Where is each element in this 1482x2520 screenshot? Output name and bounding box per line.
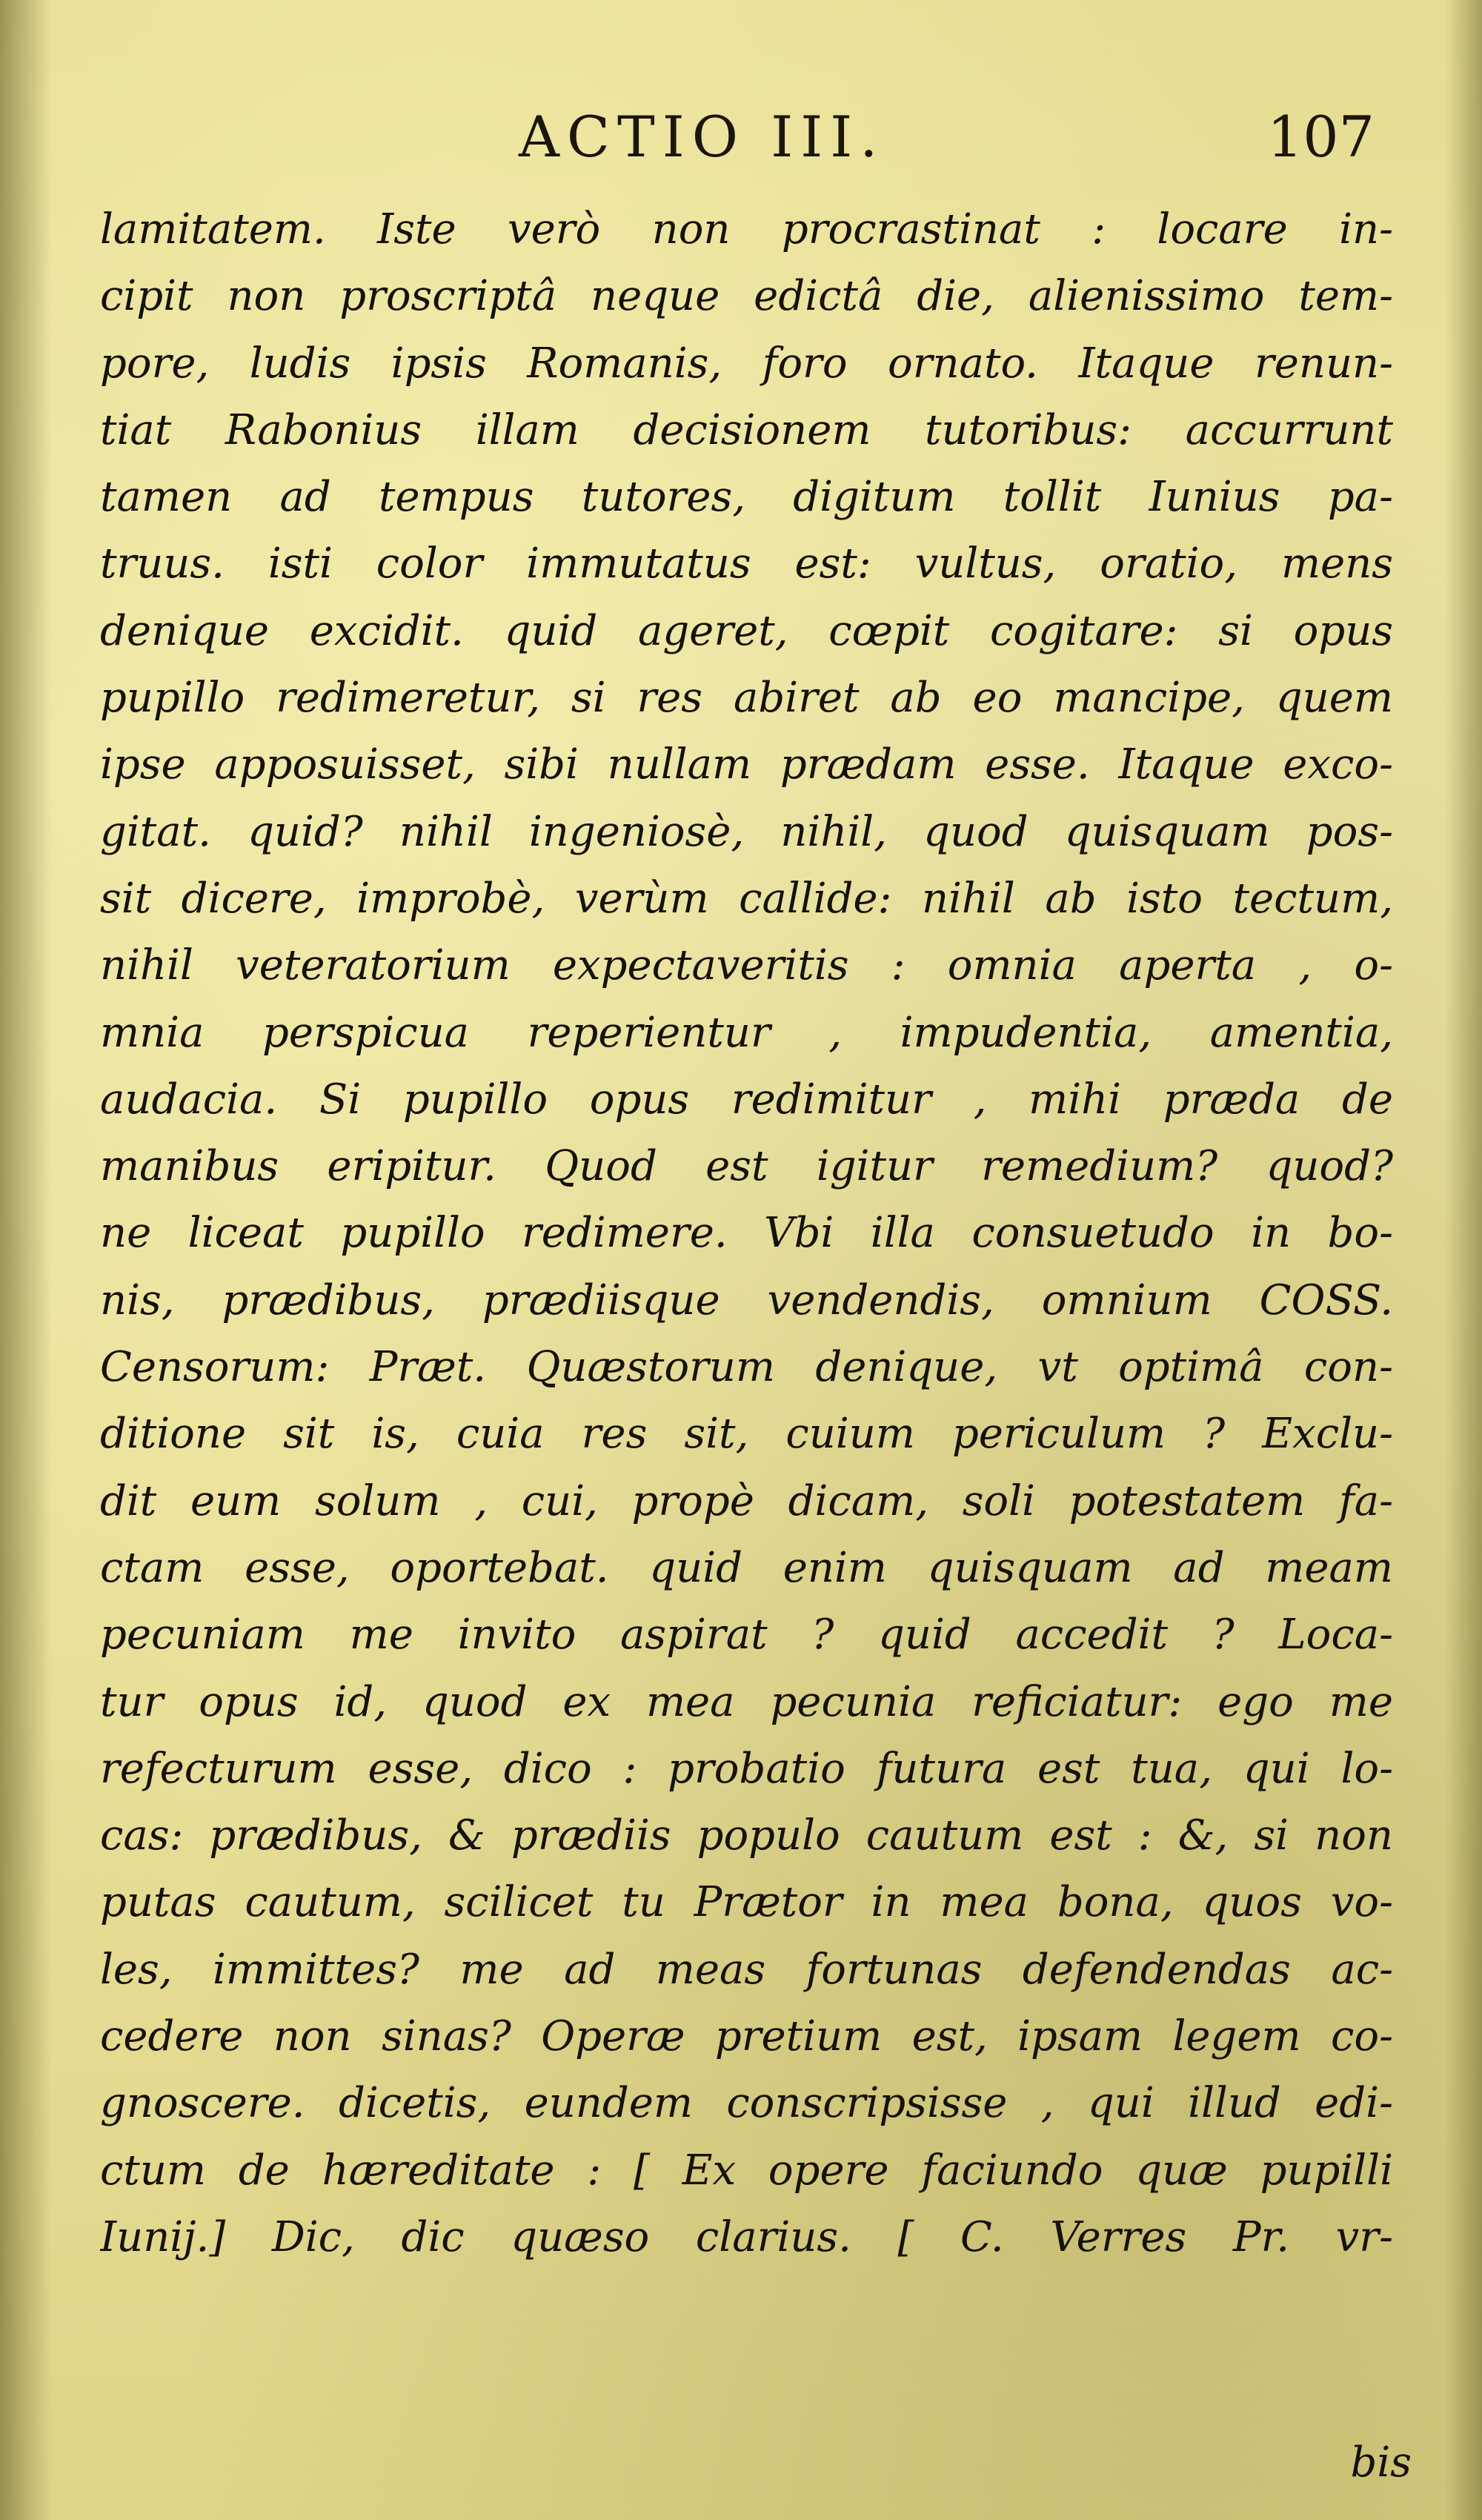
text-line: sit dicere, improbè, verùm callide: nihil ab isto tectum, [100, 874, 1393, 923]
text-line: manibus eripitur. Quod est igitur remedium? quod? [100, 1142, 1393, 1191]
page-header [89, 104, 1386, 185]
text-line: putas cautum, scilicet tu Prætor in mea bona, quos vo- [100, 1878, 1393, 1927]
text-line: gitat. quid? nihil ingeniosè, nihil, quod quisquam pos- [100, 807, 1393, 856]
text-line: dit eum solum , cui, propè dicam, soli potestatem fa- [100, 1476, 1393, 1525]
text-line: gnoscere. dicetis, eundem conscripsisse , qui illud edi- [100, 2079, 1393, 2128]
text-line: nis, prædibus, prædiisque vendendis, omnium COSS. [100, 1276, 1393, 1324]
text-line: ctam esse, oportebat. quid enim quisquam ad meam [100, 1543, 1393, 1592]
body-text [100, 196, 1393, 2271]
text-line: Censorum: Præt. Quæstorum denique, vt optimâ con- [100, 1343, 1393, 1392]
text-line: Iunij.] Dic, dic quæso clarius. [ C. Verres Pr. vr- [100, 2212, 1393, 2261]
text-line: ctum de hæreditate : [ Ex opere faciundo quæ pupilli [100, 2146, 1393, 2195]
text-line: mnia perspicua reperientur , impudentia, amentia, [100, 1008, 1393, 1057]
text-line: cedere non sinas? Operæ pretium est, ipsam legem co- [100, 2012, 1393, 2061]
text-line: tur opus id, quod ex mea pecunia reficiatur: ego me [100, 1677, 1393, 1726]
text-line: pupillo redimeretur, si res abiret ab eo mancipe, quem [100, 674, 1393, 723]
text-line: denique excidit. quid ageret, cœpit cogitare: si opus [100, 606, 1393, 655]
text-line: tiat Rabonius illam decisionem tutoribus: accurrunt [100, 405, 1393, 454]
text-line: cipit non proscriptâ neque edictâ die, alienissimo tem- [100, 272, 1393, 321]
page-edge-shadow-left [0, 0, 52, 2520]
running-head: ACTIO III. [519, 104, 885, 170]
page-number: 107 [1266, 104, 1375, 170]
text-line: ipse apposuisset, sibi nullam prædam esse. Itaque exco- [100, 740, 1393, 789]
text-line: pore, ludis ipsis Romanis, foro ornato. Itaque renun- [100, 339, 1393, 388]
text-line: lamitatem. Iste verò non procrastinat : locare in- [100, 205, 1393, 253]
text-line: ditione sit is, cuia res sit, cuium periculum ? Exclu- [100, 1410, 1393, 1459]
text-line: refecturum esse, dico : probatio futura est tua, qui lo- [100, 1744, 1393, 1793]
text-line: audacia. Si pupillo opus redimitur , mihi præda de [100, 1075, 1393, 1124]
text-line: pecuniam me invito aspirat ? quid accedit ? Loca- [100, 1611, 1393, 1659]
catchword: bis [1350, 2438, 1412, 2487]
page-edge-shadow-right [1445, 0, 1482, 2520]
text-line: ne liceat pupillo redimere. Vbi illa consuetudo in bo- [100, 1209, 1393, 1258]
text-line: les, immittes? me ad meas fortunas defendendas ac- [100, 1945, 1393, 1994]
text-line: nihil veteratorium expectaveritis : omnia aperta , o- [100, 941, 1393, 990]
text-line: cas: prædibus, & prædiis populo cautum est : &, si non [100, 1811, 1393, 1860]
text-line: truus. isti color immutatus est: vultus, oratio, mens [100, 540, 1393, 588]
text-line: tamen ad tempus tutores, digitum tollit Iunius pa- [100, 473, 1393, 522]
